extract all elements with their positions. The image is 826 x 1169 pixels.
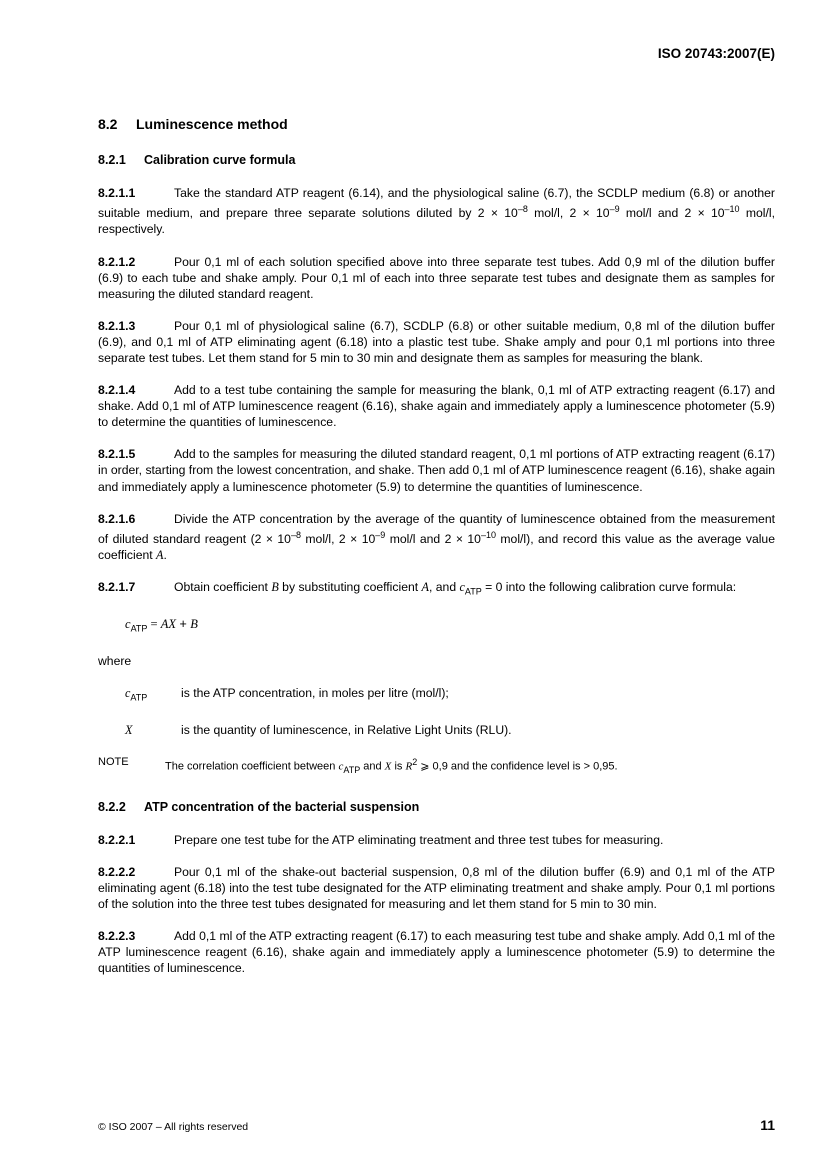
symbol-c: c: [459, 580, 465, 594]
paragraph-text: mol/l and 2 × 10: [619, 206, 725, 221]
clause-number: 8.2.1.7: [98, 580, 136, 594]
formula-ax: AX: [160, 616, 176, 631]
formula-equals: =: [147, 616, 161, 631]
paragraph-text: , and: [428, 580, 460, 594]
exponent: 2: [412, 756, 418, 767]
calibration-formula: [125, 616, 775, 637]
exponent: –9: [375, 529, 386, 540]
paragraph-text: Obtain coefficient: [174, 580, 272, 594]
clause-number: 8.2.1.1: [98, 186, 136, 201]
exponent: –9: [609, 204, 620, 215]
note: [98, 754, 775, 778]
exponent: –10: [480, 529, 496, 540]
note-label: NOTE: [98, 755, 129, 768]
symbol-c: c: [125, 686, 131, 701]
paragraph-8-2-1-3: [98, 318, 775, 366]
symbol-a: A: [156, 547, 164, 562]
definition-text: is the quantity of luminescence, in Relative Light Units (RLU).: [181, 722, 512, 737]
note-text-part: is: [391, 760, 406, 773]
clause-number: 8.2.2.3: [98, 929, 136, 944]
paragraph-text: by substituting coefficient: [278, 580, 422, 594]
paragraph-8-2-1-6: [98, 511, 775, 563]
paragraph-text: Prepare one test tube for the ATP eliminating treatment and three test tubes for measuring.: [174, 832, 664, 847]
paragraph-8-2-1-4: [98, 382, 775, 430]
clause-number: 8.2.2.1: [98, 832, 136, 847]
subsection-number: 8.2.2: [98, 799, 126, 814]
definition-text: is the ATP concentration, in moles per litre (mol/l);: [181, 686, 449, 701]
clause-number: 8.2.1.3: [98, 318, 136, 333]
subsection-number: 8.2.1: [98, 153, 126, 168]
symbol-b: B: [271, 580, 279, 594]
page-number: 11: [760, 1117, 775, 1133]
subsection-heading-8-2-2: [98, 799, 775, 815]
formula-plus: +: [176, 616, 191, 631]
paragraph-8-2-1-5: [98, 446, 775, 494]
symbol-x: X: [125, 722, 133, 737]
paragraph-8-2-1-7: [98, 579, 775, 600]
note-text: [165, 754, 618, 778]
paragraph-text: mol/l and 2 × 10: [385, 531, 481, 546]
clause-number: 8.2.1.2: [98, 254, 136, 269]
formula-c: c: [125, 616, 131, 631]
paragraph-text: mol/l, 2 × 10: [300, 531, 376, 546]
subscript: ATP: [464, 586, 482, 597]
paragraph-text: Pour 0,1 ml of physiological saline (6.7), SCDLP (6.8) or other suitable medium, 0,8 ml of the dilution buffer (6.9), and 0,1 ml of ATP eliminating agent (6.18) into a plastic test tube. Shake amply and pour 0,1 ml portions into three separate test tubes. Let them stand for 5 min to 30 min and designate them as samples for measuring the blank.: [98, 318, 775, 365]
paragraph-text: Pour 0,1 ml of the shake-out bacterial suspension, 0,8 ml of the dilution buffer (6.9) and 0,1 ml of the ATP eliminating agent (6.18) into the test tube designated for the ATP eliminating treatment and shake amply. Pour 0,1 ml portions of the solution into the three test tubes designated for measuring and let them stand for 5 min to 30 min.: [98, 864, 775, 912]
paragraph-text: Add 0,1 ml of the ATP extracting reagent (6.17) to each measuring test tube and shake amply. Add 0,1 ml of the ATP luminescence reagent (6.16), shake again and immediately apply a luminescence photometer (5.9) to determine the quantities of luminescence.: [98, 929, 775, 976]
note-text-part: ⩾ 0,9 and the confidence level is > 0,95.: [417, 760, 618, 773]
clause-number: 8.2.1.4: [98, 383, 136, 398]
definition-row: [125, 722, 775, 738]
paragraph-text: Pour 0,1 ml of each solution specified above into three separate test tubes. Add 0,9 ml of the dilution buffer (6.9) to each tube and shake amply. Pour 0,1 ml of each into three separate test tubes and designate them as samples for measuring the diluted standard reagent.: [98, 254, 775, 301]
symbol-x: X: [384, 760, 392, 773]
symbol-r: R: [405, 760, 413, 773]
paragraph-text: Add to the samples for measuring the diluted standard reagent, 0,1 ml portions of ATP extracting reagent (6.17) in order, starting from the lowest concentration, and shake. Then add 0,1 ml of ATP luminescence reagent (6.16), shake again and immediately apply a luminescence photometer (5.9) to determine the quantities of luminescence.: [98, 447, 775, 494]
paragraph-text: mol/l, respectively.: [98, 206, 775, 237]
paragraph-text: .: [163, 547, 167, 562]
paragraph-text: Add to a test tube containing the sample for measuring the blank, 0,1 ml of ATP extracting reagent (6.17) and shake. Add 0,1 ml of ATP luminescence reagent (6.16), shake again and immediately apply a luminescence photometer (5.9) to determine the quantities of luminescence.: [98, 383, 775, 430]
definition-symbol: [125, 685, 181, 706]
paragraph-text: mol/l, 2 × 10: [527, 206, 610, 221]
paragraph-8-2-2-2: [98, 864, 775, 912]
formula-b: B: [190, 616, 198, 631]
symbol-c: c: [338, 760, 344, 773]
paragraph-text: Take the standard ATP reagent (6.14), and the physiological saline (6.7), the SCDLP medium (6.8) or another suitable medium, and prepare three separate solutions diluted by 2 × 10: [98, 186, 775, 221]
section-heading: [98, 116, 775, 132]
symbol-a: A: [421, 580, 429, 594]
clause-number: 8.2.2.2: [98, 864, 136, 879]
definition-row: [125, 685, 775, 706]
paragraph-8-2-1-2: [98, 254, 775, 302]
paragraph-text: = 0 into the following calibration curve formula:: [481, 580, 737, 594]
exponent: –8: [290, 529, 301, 540]
section-title: Luminescence method: [136, 116, 288, 132]
paragraph-text: Divide the ATP concentration by the average of the quantity of luminescence obtained from the measurement of diluted standard reagent (2 × 10: [98, 511, 775, 546]
document-id: ISO 20743:2007(E): [657, 46, 775, 61]
formula-subscript: ATP: [130, 623, 148, 634]
paragraph-text: mol/l), and record this value as the average value coefficient: [98, 531, 775, 562]
note-text-part: The correlation coefficient between: [165, 760, 339, 773]
paragraph-8-2-2-3: [98, 928, 775, 976]
where-label: where: [98, 654, 132, 669]
subscript: ATP: [343, 764, 361, 775]
definition-symbol: [125, 722, 181, 738]
paragraph-8-2-2-1: [98, 832, 775, 848]
clause-number: 8.2.1.6: [98, 511, 136, 526]
note-text-part: and: [360, 760, 385, 773]
clause-number: 8.2.1.5: [98, 447, 136, 462]
subsection-title: ATP concentration of the bacterial suspension: [144, 799, 420, 814]
copyright-notice: © ISO 2007 – All rights reserved: [98, 1121, 249, 1133]
exponent: –10: [724, 204, 740, 215]
document-body: [98, 116, 775, 993]
subsection-heading-8-2-1: [98, 152, 775, 168]
exponent: –8: [517, 204, 528, 215]
section-number: 8.2: [98, 116, 118, 132]
subsection-title: Calibration curve formula: [144, 153, 296, 168]
subscript: ATP: [130, 692, 148, 703]
paragraph-8-2-1-1: [98, 185, 775, 237]
